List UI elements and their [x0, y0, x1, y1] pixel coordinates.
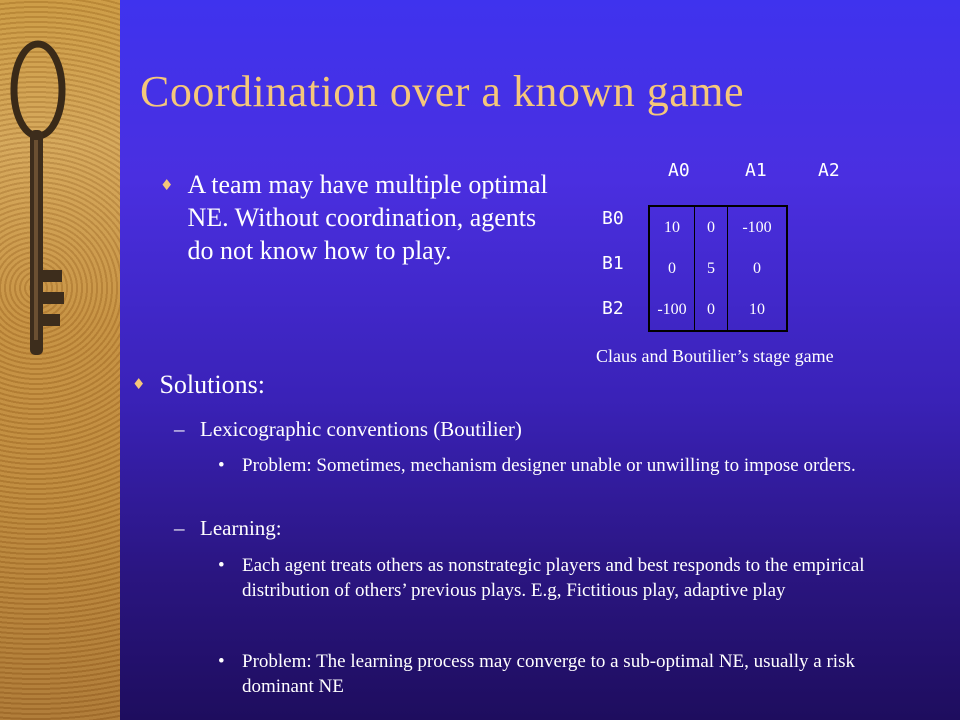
matrix-cell: 10 [728, 289, 788, 331]
row-header-b2: B2 [602, 298, 624, 319]
diamond-bullet-icon: ♦ [132, 375, 146, 393]
dot-bullet: • [218, 455, 225, 476]
payoff-matrix [648, 205, 788, 332]
key-image-panel [0, 0, 120, 720]
matrix-cell: 10 [664, 218, 680, 236]
dash-bullet: – [174, 516, 185, 540]
sub-item-lexicographic [174, 416, 522, 442]
matrix-cell: -100 [657, 300, 687, 318]
slide-title: Coordination over a known game [140, 67, 744, 116]
point-sub-optimal-ne [218, 649, 878, 699]
point-text: Problem: The learning process may converge to a sub-optimal NE, usually a risk dominant NE [242, 651, 855, 697]
diamond-bullet-icon: ♦ [160, 176, 174, 194]
col-header-a0: A0 [668, 160, 690, 181]
intro-bullet-text: A team may have multiple optimal NE. Without coordination, agents do not know how to play. [187, 170, 548, 265]
dash-bullet: – [174, 417, 185, 441]
sub-item-text: Learning: [200, 516, 282, 540]
sub-item-learning [174, 515, 282, 541]
solutions-label: Solutions: [159, 370, 265, 399]
matrix-cell: 0 [668, 259, 676, 277]
old-key-icon [0, 30, 120, 370]
solutions-bullet [132, 370, 265, 400]
point-text: Problem: Sometimes, mechanism designer unable or unwilling to impose orders. [242, 455, 856, 476]
point-text: Each agent treats others as nonstrategic players and best responds to the empirical distribution of others’ previous plays. E.g, Fictitious play, adaptive play [242, 555, 865, 601]
matrix-row [649, 206, 787, 248]
sub-item-text: Lexicographic conventions (Boutilier) [200, 417, 522, 441]
row-header-b1: B1 [602, 253, 624, 274]
col-header-a1: A1 [745, 160, 767, 181]
dot-bullet: • [218, 555, 225, 576]
col-header-a2: A2 [818, 160, 840, 181]
matrix-cell: 0 [695, 206, 728, 248]
row-header-b0: B0 [602, 208, 624, 229]
matrix-cell: 0 [728, 248, 788, 289]
dot-bullet: • [218, 651, 225, 672]
point-best-responds [218, 553, 878, 603]
matrix-cell: 0 [695, 289, 728, 331]
point-problem-orders [218, 453, 878, 478]
matrix-caption: Claus and Boutilier’s stage game [596, 346, 834, 366]
matrix-row [649, 289, 787, 331]
matrix-row [649, 248, 787, 289]
matrix-cell: -100 [728, 206, 788, 248]
intro-bullet [160, 168, 560, 267]
matrix-cell: 5 [695, 248, 728, 289]
